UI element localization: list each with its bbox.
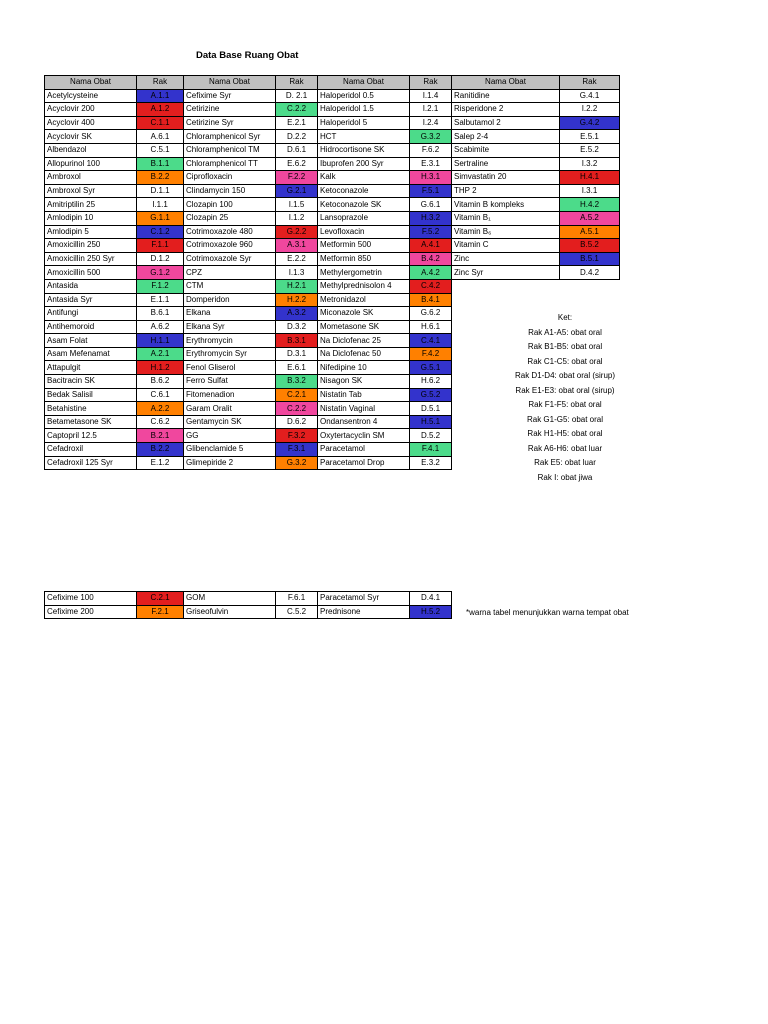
rak-cell: B.2.2 — [137, 443, 184, 457]
drug-name-cell: Amoxicillin 250 — [45, 239, 137, 253]
drug-name-cell: CPZ — [184, 266, 276, 280]
drug-name-cell: Haloperidol 5 — [318, 116, 410, 130]
header-rak: Rak — [410, 76, 452, 90]
legend-line: Rak G1-G5: obat oral — [526, 414, 604, 424]
rak-cell: C.4.2 — [410, 279, 452, 293]
rak-cell: E.5.1 — [560, 130, 620, 144]
table-row — [45, 89, 620, 103]
rak-cell: G.4.2 — [560, 116, 620, 130]
rak-cell: E.3.1 — [410, 157, 452, 171]
drug-name-cell: Elkana Syr — [184, 320, 276, 334]
drug-name-cell: Cotrimoxazole Syr — [184, 252, 276, 266]
drug-name-cell: Methylprednisolon 4 — [318, 279, 410, 293]
drug-name-cell: Antasida — [45, 279, 137, 293]
drug-name-cell: Glibenclamide 5 — [184, 443, 276, 457]
drug-name-cell: Cefixime 100 — [45, 592, 137, 606]
legend — [460, 311, 670, 485]
drug-name-cell: Albendazol — [45, 143, 137, 157]
color-note: *warna tabel menunjukkan warna tempat obat — [466, 608, 629, 617]
drug-name-cell: CTM — [184, 279, 276, 293]
drug-name-cell: Simvastatin 20 — [452, 171, 560, 185]
rak-cell: B.3.2 — [276, 375, 318, 389]
drug-name-cell: Na Diclofenac 25 — [318, 334, 410, 348]
drug-name-cell: Captopril 12.5 — [45, 429, 137, 443]
drug-name-cell: Haloperidol 1.5 — [318, 103, 410, 117]
drug-name-cell: THP 2 — [452, 184, 560, 198]
rak-cell: I.1.3 — [276, 266, 318, 280]
rak-cell: C.2.2 — [276, 402, 318, 416]
drug-name-cell: Na Diclofenac 50 — [318, 347, 410, 361]
rak-cell: H.3.2 — [410, 211, 452, 225]
table-row — [45, 157, 620, 171]
drug-name-cell: Acyclovir SK — [45, 130, 137, 144]
rak-cell: D.4.1 — [410, 592, 452, 606]
rak-cell: A.5.2 — [560, 211, 620, 225]
rak-cell: A.1.1 — [137, 89, 184, 103]
drug-name-cell: Risperidone 2 — [452, 103, 560, 117]
rak-cell: E.2.2 — [276, 252, 318, 266]
rak-cell: B.2.2 — [137, 171, 184, 185]
drug-name-cell: Antifungi — [45, 307, 137, 321]
rak-cell: A.1.2 — [137, 103, 184, 117]
rak-cell: B.6.1 — [137, 307, 184, 321]
rak-cell: H.2.2 — [276, 293, 318, 307]
table-row — [45, 279, 620, 293]
rak-cell: H.5.2 — [410, 605, 452, 619]
drug-name-cell: Metronidazol — [318, 293, 410, 307]
rak-cell: B.5.1 — [560, 252, 620, 266]
header-nama-obat: Nama Obat — [318, 76, 410, 90]
rak-cell: E.6.2 — [276, 157, 318, 171]
rak-cell: C.5.1 — [137, 143, 184, 157]
rak-cell: E.5.2 — [560, 143, 620, 157]
drug-name-cell: Oxytertacyclin SM — [318, 429, 410, 443]
drug-name-cell: Fitomenadion — [184, 388, 276, 402]
rak-cell: F.1.2 — [137, 279, 184, 293]
table-row — [45, 116, 620, 130]
rak-cell: I.1.2 — [276, 211, 318, 225]
drug-name-cell: Prednisone — [318, 605, 410, 619]
drug-name-cell: Chloramphenicol TM — [184, 143, 276, 157]
legend-label: Ket: — [557, 313, 573, 322]
header-rak: Rak — [560, 76, 620, 90]
drug-name-cell: Zinc Syr — [452, 266, 560, 280]
rak-cell: H.6.2 — [410, 375, 452, 389]
rak-cell: B.1.1 — [137, 157, 184, 171]
drug-name-cell: Fenol Gliserol — [184, 361, 276, 375]
rak-cell: G.5.1 — [410, 361, 452, 375]
page-title: Data Base Ruang Obat — [196, 50, 299, 61]
empty-cell — [452, 293, 560, 307]
rak-cell: G.1.2 — [137, 266, 184, 280]
drug-name-cell: Vitamin B₁ — [452, 211, 560, 225]
table-header-row — [45, 76, 620, 90]
drug-name-cell: Salbutamol 2 — [452, 116, 560, 130]
rak-cell: H.5.1 — [410, 415, 452, 429]
drug-name-cell: Antasida Syr — [45, 293, 137, 307]
rak-cell: C.6.2 — [137, 415, 184, 429]
legend-line: Rak E5: obat luar — [534, 458, 596, 467]
drug-name-cell: Ranitidine — [452, 89, 560, 103]
legend-line: Rak E1-E3: obat oral (sirup) — [515, 385, 615, 395]
table-row — [45, 239, 620, 253]
drug-name-cell: Clozapin 25 — [184, 211, 276, 225]
rak-cell: B.2.1 — [137, 429, 184, 443]
rak-cell: H.1.2 — [137, 361, 184, 375]
drug-name-cell: Elkana — [184, 307, 276, 321]
drug-name-cell: Clozapin 100 — [184, 198, 276, 212]
rak-cell: C.2.2 — [276, 103, 318, 117]
table-row — [45, 143, 620, 157]
drug-name-cell: Griseofulvin — [184, 605, 276, 619]
header-nama-obat: Nama Obat — [184, 76, 276, 90]
table-row — [45, 605, 452, 619]
drug-name-cell: Acyclovir 200 — [45, 103, 137, 117]
drug-name-cell: Vitamin B₆ — [452, 225, 560, 239]
table-row — [45, 130, 620, 144]
drug-name-cell: Cotrimoxazole 480 — [184, 225, 276, 239]
rak-cell: F.4.1 — [410, 443, 452, 457]
drug-name-cell: Nistatin Tab — [318, 388, 410, 402]
drug-name-cell: Betahistine — [45, 402, 137, 416]
drug-name-cell: Bacitracin SK — [45, 375, 137, 389]
empty-cell — [560, 293, 620, 307]
drug-name-cell: GG — [184, 429, 276, 443]
rak-cell: G.1.1 — [137, 211, 184, 225]
rak-cell: G.3.2 — [410, 130, 452, 144]
drug-name-cell: Ciprofloxacin — [184, 171, 276, 185]
rak-cell: H.2.1 — [276, 279, 318, 293]
rak-cell: B.4.1 — [410, 293, 452, 307]
drug-name-cell: Kalk — [318, 171, 410, 185]
drug-name-cell: GOM — [184, 592, 276, 606]
rak-cell: H.4.2 — [560, 198, 620, 212]
drug-name-cell: Metformin 850 — [318, 252, 410, 266]
drug-name-cell: Bedak Salisil — [45, 388, 137, 402]
drug-name-cell: Ondansentron 4 — [318, 415, 410, 429]
rak-cell: G.2.2 — [276, 225, 318, 239]
drug-name-cell: Cefixime Syr — [184, 89, 276, 103]
rak-cell: I.1.5 — [276, 198, 318, 212]
rak-cell: D.1.2 — [137, 252, 184, 266]
table-row — [45, 211, 620, 225]
drug-name-cell: Amitriptilin 25 — [45, 198, 137, 212]
rak-cell: D.6.1 — [276, 143, 318, 157]
drug-name-cell: Hidrocortisone SK — [318, 143, 410, 157]
rak-cell: A.4.1 — [410, 239, 452, 253]
rak-cell: D.6.2 — [276, 415, 318, 429]
drug-name-cell: Paracetamol Drop — [318, 456, 410, 470]
rak-cell: D.5.2 — [410, 429, 452, 443]
rak-cell: G.6.2 — [410, 307, 452, 321]
rak-cell: A.2.2 — [137, 402, 184, 416]
rak-cell: C.5.2 — [276, 605, 318, 619]
rak-cell: B.4.2 — [410, 252, 452, 266]
table-row — [45, 198, 620, 212]
rak-cell: F.2.1 — [137, 605, 184, 619]
drug-name-cell: Metformin 500 — [318, 239, 410, 253]
rak-cell: H.3.1 — [410, 171, 452, 185]
rak-cell: F.4.2 — [410, 347, 452, 361]
drug-name-cell: Ferro Sulfat — [184, 375, 276, 389]
rak-cell: I.2.2 — [560, 103, 620, 117]
rak-cell: C.6.1 — [137, 388, 184, 402]
drug-name-cell: Mometasone SK — [318, 320, 410, 334]
rak-cell: F.6.1 — [276, 592, 318, 606]
rak-cell: B.6.2 — [137, 375, 184, 389]
header-rak: Rak — [137, 76, 184, 90]
drug-name-cell: Cefixime 200 — [45, 605, 137, 619]
rak-cell: F.2.2 — [276, 171, 318, 185]
drug-name-cell: Vitamin C — [452, 239, 560, 253]
drug-name-cell: Methylergometrin — [318, 266, 410, 280]
table-row — [45, 592, 452, 606]
drug-name-cell: Antihemoroid — [45, 320, 137, 334]
drug-name-cell: Gentamycin SK — [184, 415, 276, 429]
drug-name-cell: Zinc — [452, 252, 560, 266]
drug-name-cell: Allopurinol 100 — [45, 157, 137, 171]
rak-cell: E.1.2 — [137, 456, 184, 470]
drug-name-cell: Amoxicillin 500 — [45, 266, 137, 280]
drug-name-cell: Paracetamol — [318, 443, 410, 457]
rak-cell: G.3.2 — [276, 456, 318, 470]
rak-cell: D.3.1 — [276, 347, 318, 361]
empty-cell — [560, 279, 620, 293]
table-row — [45, 184, 620, 198]
table-row — [45, 266, 620, 280]
rak-cell: I.3.2 — [560, 157, 620, 171]
rak-cell: I.2.4 — [410, 116, 452, 130]
drug-name-cell: Ibuprofen 200 Syr — [318, 157, 410, 171]
rak-cell: B.3.1 — [276, 334, 318, 348]
drug-name-cell: Domperidon — [184, 293, 276, 307]
drug-name-cell: Chloramphenicol TT — [184, 157, 276, 171]
empty-cell — [452, 279, 560, 293]
table-row — [45, 252, 620, 266]
drug-name-cell: Sertraline — [452, 157, 560, 171]
rak-cell: A.5.1 — [560, 225, 620, 239]
drug-name-cell: Paracetamol Syr — [318, 592, 410, 606]
drug-name-cell: Haloperidol 0.5 — [318, 89, 410, 103]
rak-cell: F.5.2 — [410, 225, 452, 239]
rak-cell: F.6.2 — [410, 143, 452, 157]
rak-cell: E.2.1 — [276, 116, 318, 130]
table-row — [45, 103, 620, 117]
drug-name-cell: Garam Oralit — [184, 402, 276, 416]
drug-name-cell: Salep 2-4 — [452, 130, 560, 144]
legend-line: Rak F1-F5: obat oral — [528, 400, 602, 409]
rak-cell: E.3.2 — [410, 456, 452, 470]
drug-name-cell: Nifedipine 10 — [318, 361, 410, 375]
rak-cell: A.6.1 — [137, 130, 184, 144]
rak-cell: G.2.1 — [276, 184, 318, 198]
legend-line: Rak A1-A5: obat oral — [528, 327, 602, 337]
rak-cell: F.3.2 — [276, 429, 318, 443]
legend-line: Rak H1-H5: obat oral — [527, 429, 603, 438]
table-row — [45, 225, 620, 239]
drug-name-cell: Ambroxol — [45, 171, 137, 185]
rak-cell: C.2.1 — [137, 592, 184, 606]
drug-name-cell: Amoxicillin 250 Syr — [45, 252, 137, 266]
rak-cell: G.5.2 — [410, 388, 452, 402]
rak-cell: H.6.1 — [410, 320, 452, 334]
drug-name-cell: Asam Mefenamat — [45, 347, 137, 361]
rak-cell: C.1.2 — [137, 225, 184, 239]
rak-cell: G.6.1 — [410, 198, 452, 212]
rak-cell: D. 2.1 — [276, 89, 318, 103]
drug-name-cell: Ketoconazole — [318, 184, 410, 198]
rak-cell: D.1.1 — [137, 184, 184, 198]
drug-name-cell: Cefadroxil — [45, 443, 137, 457]
drug-name-cell: Cetirizine — [184, 103, 276, 117]
drug-name-cell: Betametasone SK — [45, 415, 137, 429]
drug-name-cell: Miconazole SK — [318, 307, 410, 321]
rak-cell: B.5.2 — [560, 239, 620, 253]
legend-line: Rak C1-C5: obat oral — [527, 356, 603, 366]
rak-cell: F.5.1 — [410, 184, 452, 198]
rak-cell: I.2.1 — [410, 103, 452, 117]
drug-name-cell: HCT — [318, 130, 410, 144]
rak-cell: C.4.1 — [410, 334, 452, 348]
legend-line: Rak A6-H6: obat luar — [527, 443, 603, 453]
drug-name-cell: Chloramphenicol Syr — [184, 130, 276, 144]
header-nama-obat: Nama Obat — [452, 76, 560, 90]
rak-cell: D.2.2 — [276, 130, 318, 144]
rak-cell: A.3.2 — [276, 307, 318, 321]
rak-cell: A.6.2 — [137, 320, 184, 334]
drug-name-cell: Amlodipin 10 — [45, 211, 137, 225]
rak-cell: D.4.2 — [560, 266, 620, 280]
header-rak: Rak — [276, 76, 318, 90]
legend-line: Rak I: obat jiwa — [537, 472, 593, 482]
drug-table-extra — [44, 591, 452, 619]
drug-name-cell: Attapulgit — [45, 361, 137, 375]
drug-name-cell: Nisagon SK — [318, 375, 410, 389]
drug-name-cell: Amlodipin 5 — [45, 225, 137, 239]
rak-cell: F.3.1 — [276, 443, 318, 457]
rak-cell: H.1.1 — [137, 334, 184, 348]
rak-cell: A.2.1 — [137, 347, 184, 361]
table-row — [45, 293, 620, 307]
rak-cell: C.2.1 — [276, 388, 318, 402]
drug-name-cell: Clindamycin 150 — [184, 184, 276, 198]
drug-name-cell: Erythromycin — [184, 334, 276, 348]
header-nama-obat: Nama Obat — [45, 76, 137, 90]
legend-line: Rak B1-B5: obat oral — [527, 342, 603, 351]
rak-cell: I.1.4 — [410, 89, 452, 103]
rak-cell: E.6.1 — [276, 361, 318, 375]
drug-name-cell: Levofloxacin — [318, 225, 410, 239]
drug-name-cell: Nistatin Vaginal — [318, 402, 410, 416]
drug-name-cell: Glimepiride 2 — [184, 456, 276, 470]
drug-name-cell: Cefadroxil 125 Syr — [45, 456, 137, 470]
drug-name-cell: Cotrimoxazole 960 — [184, 239, 276, 253]
drug-name-cell: Lansoprazole — [318, 211, 410, 225]
rak-cell: I.3.1 — [560, 184, 620, 198]
drug-name-cell: Vitamin B kompleks — [452, 198, 560, 212]
drug-name-cell: Acetylcysteine — [45, 89, 137, 103]
rak-cell: E.1.1 — [137, 293, 184, 307]
rak-cell: F.1.1 — [137, 239, 184, 253]
drug-name-cell: Acyclovir 400 — [45, 116, 137, 130]
drug-name-cell: Erythromycin Syr — [184, 347, 276, 361]
drug-name-cell: Scabimite — [452, 143, 560, 157]
legend-line: Rak D1-D4: obat oral (sirup) — [514, 371, 616, 380]
drug-name-cell: Ketoconazole SK — [318, 198, 410, 212]
drug-name-cell: Cetirizine Syr — [184, 116, 276, 130]
rak-cell: I.1.1 — [137, 198, 184, 212]
drug-name-cell: Ambroxol Syr — [45, 184, 137, 198]
rak-cell: A.4.2 — [410, 266, 452, 280]
table-row — [45, 171, 620, 185]
rak-cell: D.5.1 — [410, 402, 452, 416]
rak-cell: G.4.1 — [560, 89, 620, 103]
rak-cell: D.3.2 — [276, 320, 318, 334]
rak-cell: A.3.1 — [276, 239, 318, 253]
rak-cell: H.4.1 — [560, 171, 620, 185]
rak-cell: C.1.1 — [137, 116, 184, 130]
drug-name-cell: Asam Folat — [45, 334, 137, 348]
